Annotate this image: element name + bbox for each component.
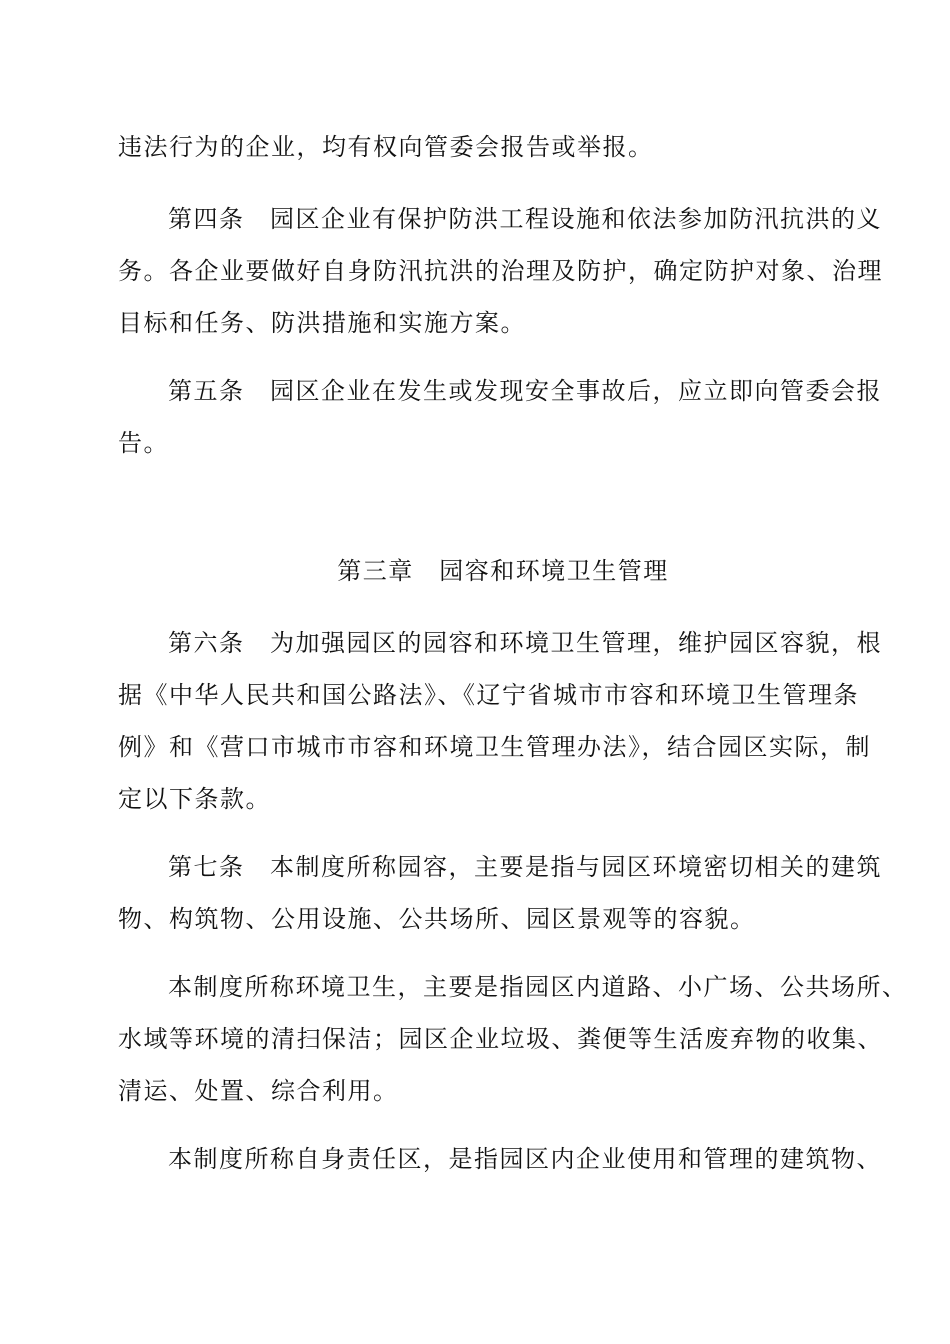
article-6-line: 据《中华人民共和国公路法》、《辽宁省城市市容和环境卫生管理条 [118, 681, 859, 709]
chapter-heading: 第三章 园容和环境卫生管理 [337, 557, 669, 585]
article-6-line: 例》和《营口市城市市容和环境卫生管理办法》，结合园区实际，制 [118, 733, 871, 761]
article-6-line: 第六条 为加强园区的园容和环境卫生管理，维护园区容貌，根 [168, 629, 882, 657]
article-5-line: 告。 [118, 429, 169, 457]
responsibility-paragraph-line: 本制度所称自身责任区，是指园区内企业使用和管理的建筑物、 [168, 1145, 882, 1173]
article-4-line: 第四条 园区企业有保护防洪工程设施和依法参加防汛抗洪的义 [168, 205, 882, 233]
definition-paragraph-line: 水域等环境的清扫保洁；园区企业垃圾、粪便等生活废弃物的收集、 [118, 1025, 883, 1053]
paragraph-line: 违法行为的企业，均有权向管委会报告或举报。 [118, 133, 654, 161]
definition-paragraph-line: 本制度所称环境卫生，主要是指园区内道路、小广场、公共场所、 [168, 973, 908, 1001]
article-6-line: 定以下条款。 [118, 785, 271, 813]
article-7-line: 物、构筑物、公用设施、公共场所、园区景观等的容貌。 [118, 905, 756, 933]
article-7-line: 第七条 本制度所称园容，主要是指与园区环境密切相关的建筑 [168, 853, 882, 881]
article-5-line: 第五条 园区企业在发生或发现安全事故后，应立即向管委会报 [168, 377, 882, 405]
article-4-line: 目标和任务、防洪措施和实施方案。 [118, 309, 526, 337]
definition-paragraph-line: 清运、处置、综合利用。 [118, 1077, 399, 1105]
article-4-line: 务。各企业要做好自身防汛抗洪的治理及防护，确定防护对象、治理 [118, 257, 883, 285]
